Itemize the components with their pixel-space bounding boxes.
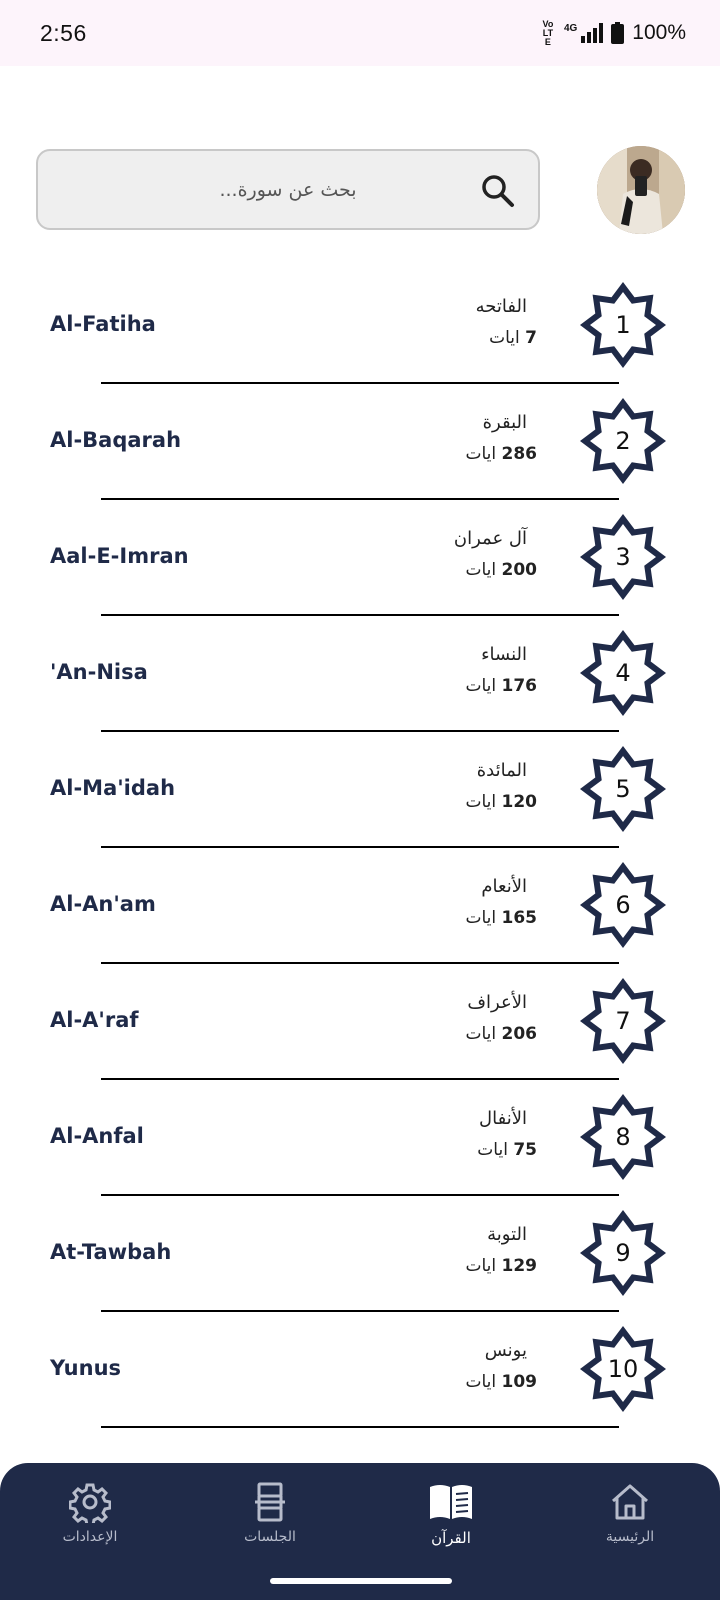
ayat-label: ايات	[465, 908, 497, 928]
surah-arabic-name: التوبة	[487, 1224, 527, 1245]
surah-ayat-count	[337, 444, 537, 464]
surah-row[interactable]	[0, 848, 720, 964]
surah-row[interactable]	[0, 1312, 720, 1428]
avatar[interactable]	[597, 146, 685, 234]
surah-english-name: Al-Anfal	[50, 1124, 144, 1148]
surah-number: 5	[615, 775, 631, 803]
surah-list	[0, 268, 720, 1428]
avatar-photo-icon	[597, 146, 685, 234]
surah-row[interactable]	[0, 964, 720, 1080]
surah-number: 10	[607, 1355, 639, 1383]
surah-row[interactable]	[0, 732, 720, 848]
surah-english-name: Al-Baqarah	[50, 428, 182, 452]
surah-english-name: At-Tawbah	[50, 1240, 172, 1264]
nav-label-settings: الإعدادات	[62, 1529, 118, 1545]
surah-english-name: Al-Fatiha	[50, 312, 156, 336]
search-box[interactable]	[36, 149, 540, 230]
surah-ayat-count	[337, 1256, 537, 1276]
ayat-number: 109	[501, 1372, 537, 1392]
ayat-number: 200	[501, 560, 537, 580]
ayat-number: 120	[501, 792, 537, 812]
surah-english-name: Al-Ma'idah	[50, 776, 176, 800]
sessions-icon	[249, 1481, 291, 1523]
surah-row[interactable]	[0, 616, 720, 732]
ayat-label: ايات	[465, 444, 497, 464]
nav-label-sessions: الجلسات	[244, 1529, 296, 1545]
surah-arabic-name: الأنعام	[481, 876, 527, 897]
surah-ayat-count	[337, 328, 537, 348]
surah-number: 2	[615, 427, 631, 455]
surah-arabic-name: الأنفال	[479, 1108, 527, 1129]
surah-number: 7	[615, 1007, 631, 1035]
surah-arabic-name: آل عمران	[453, 528, 527, 549]
surah-english-name: Al-A'raf	[50, 1008, 139, 1032]
surah-row[interactable]	[0, 1196, 720, 1312]
ayat-number: 75	[513, 1140, 537, 1160]
gear-icon	[69, 1481, 111, 1523]
status-time: 2:56	[40, 19, 87, 46]
surah-number: 8	[615, 1123, 631, 1151]
surah-number: 9	[615, 1239, 631, 1267]
nav-item-settings[interactable]	[20, 1481, 160, 1545]
home-indicator	[270, 1578, 452, 1584]
surah-number: 3	[615, 543, 631, 571]
status-bar	[0, 0, 720, 66]
surah-number: 6	[615, 891, 631, 919]
ayat-label: ايات	[465, 560, 497, 580]
surah-row[interactable]	[0, 500, 720, 616]
status-icons	[540, 20, 686, 47]
surah-english-name: Yunus	[50, 1356, 122, 1380]
row-divider	[101, 1426, 619, 1428]
surah-arabic-name: الأعراف	[467, 992, 527, 1013]
ayat-label: ايات	[477, 1140, 508, 1160]
ayat-number: 286	[501, 444, 537, 464]
surah-ayat-count	[337, 1372, 537, 1392]
surah-row[interactable]	[0, 384, 720, 500]
volte-indicator: Vo LTE	[542, 18, 554, 47]
surah-number: 4	[615, 659, 631, 687]
search-input[interactable]	[108, 179, 468, 201]
surah-ayat-count	[337, 908, 537, 928]
surah-arabic-name: يونس	[484, 1340, 527, 1361]
nav-item-sessions[interactable]	[200, 1481, 340, 1545]
surah-english-name: Al-An'am	[50, 892, 156, 916]
book-icon	[428, 1481, 474, 1523]
ayat-label: ايات	[465, 1024, 497, 1044]
surah-english-name: 'An-Nisa	[50, 660, 148, 684]
battery-percent: 100%	[632, 21, 686, 44]
ayat-number: 165	[501, 908, 537, 928]
surah-arabic-name: النساء	[481, 644, 527, 665]
nav-label-quran: القرآن	[431, 1529, 471, 1547]
search-icon[interactable]	[480, 173, 516, 209]
nav-item-quran[interactable]	[381, 1481, 521, 1547]
surah-ayat-count	[337, 1024, 537, 1044]
nav-item-home[interactable]	[560, 1481, 700, 1545]
battery-icon	[611, 22, 624, 44]
surah-ayat-count	[337, 560, 537, 580]
network-type: 4G	[563, 22, 578, 34]
surah-row[interactable]	[0, 268, 720, 384]
surah-english-name: Aal-E-Imran	[50, 544, 189, 568]
home-icon	[609, 1481, 651, 1523]
surah-number: 1	[615, 311, 631, 339]
ayat-label: ايات	[465, 676, 497, 696]
ayat-number: 206	[501, 1024, 537, 1044]
ayat-label: ايات	[465, 1372, 497, 1392]
nav-label-home: الرئيسية	[605, 1529, 655, 1545]
surah-row[interactable]	[0, 1080, 720, 1196]
ayat-number: 7	[525, 328, 537, 348]
ayat-number: 176	[501, 676, 537, 696]
signal-icon	[581, 23, 603, 43]
surah-arabic-name: الفاتحه	[475, 296, 527, 317]
surah-ayat-count	[337, 1140, 537, 1160]
surah-ayat-count	[337, 676, 537, 696]
surah-arabic-name: البقرة	[482, 412, 527, 433]
surah-arabic-name: المائدة	[476, 760, 527, 781]
ayat-label: ايات	[489, 328, 520, 348]
ayat-label: ايات	[465, 1256, 497, 1276]
ayat-label: ايات	[465, 792, 497, 812]
ayat-number: 129	[501, 1256, 537, 1276]
surah-ayat-count	[337, 792, 537, 812]
